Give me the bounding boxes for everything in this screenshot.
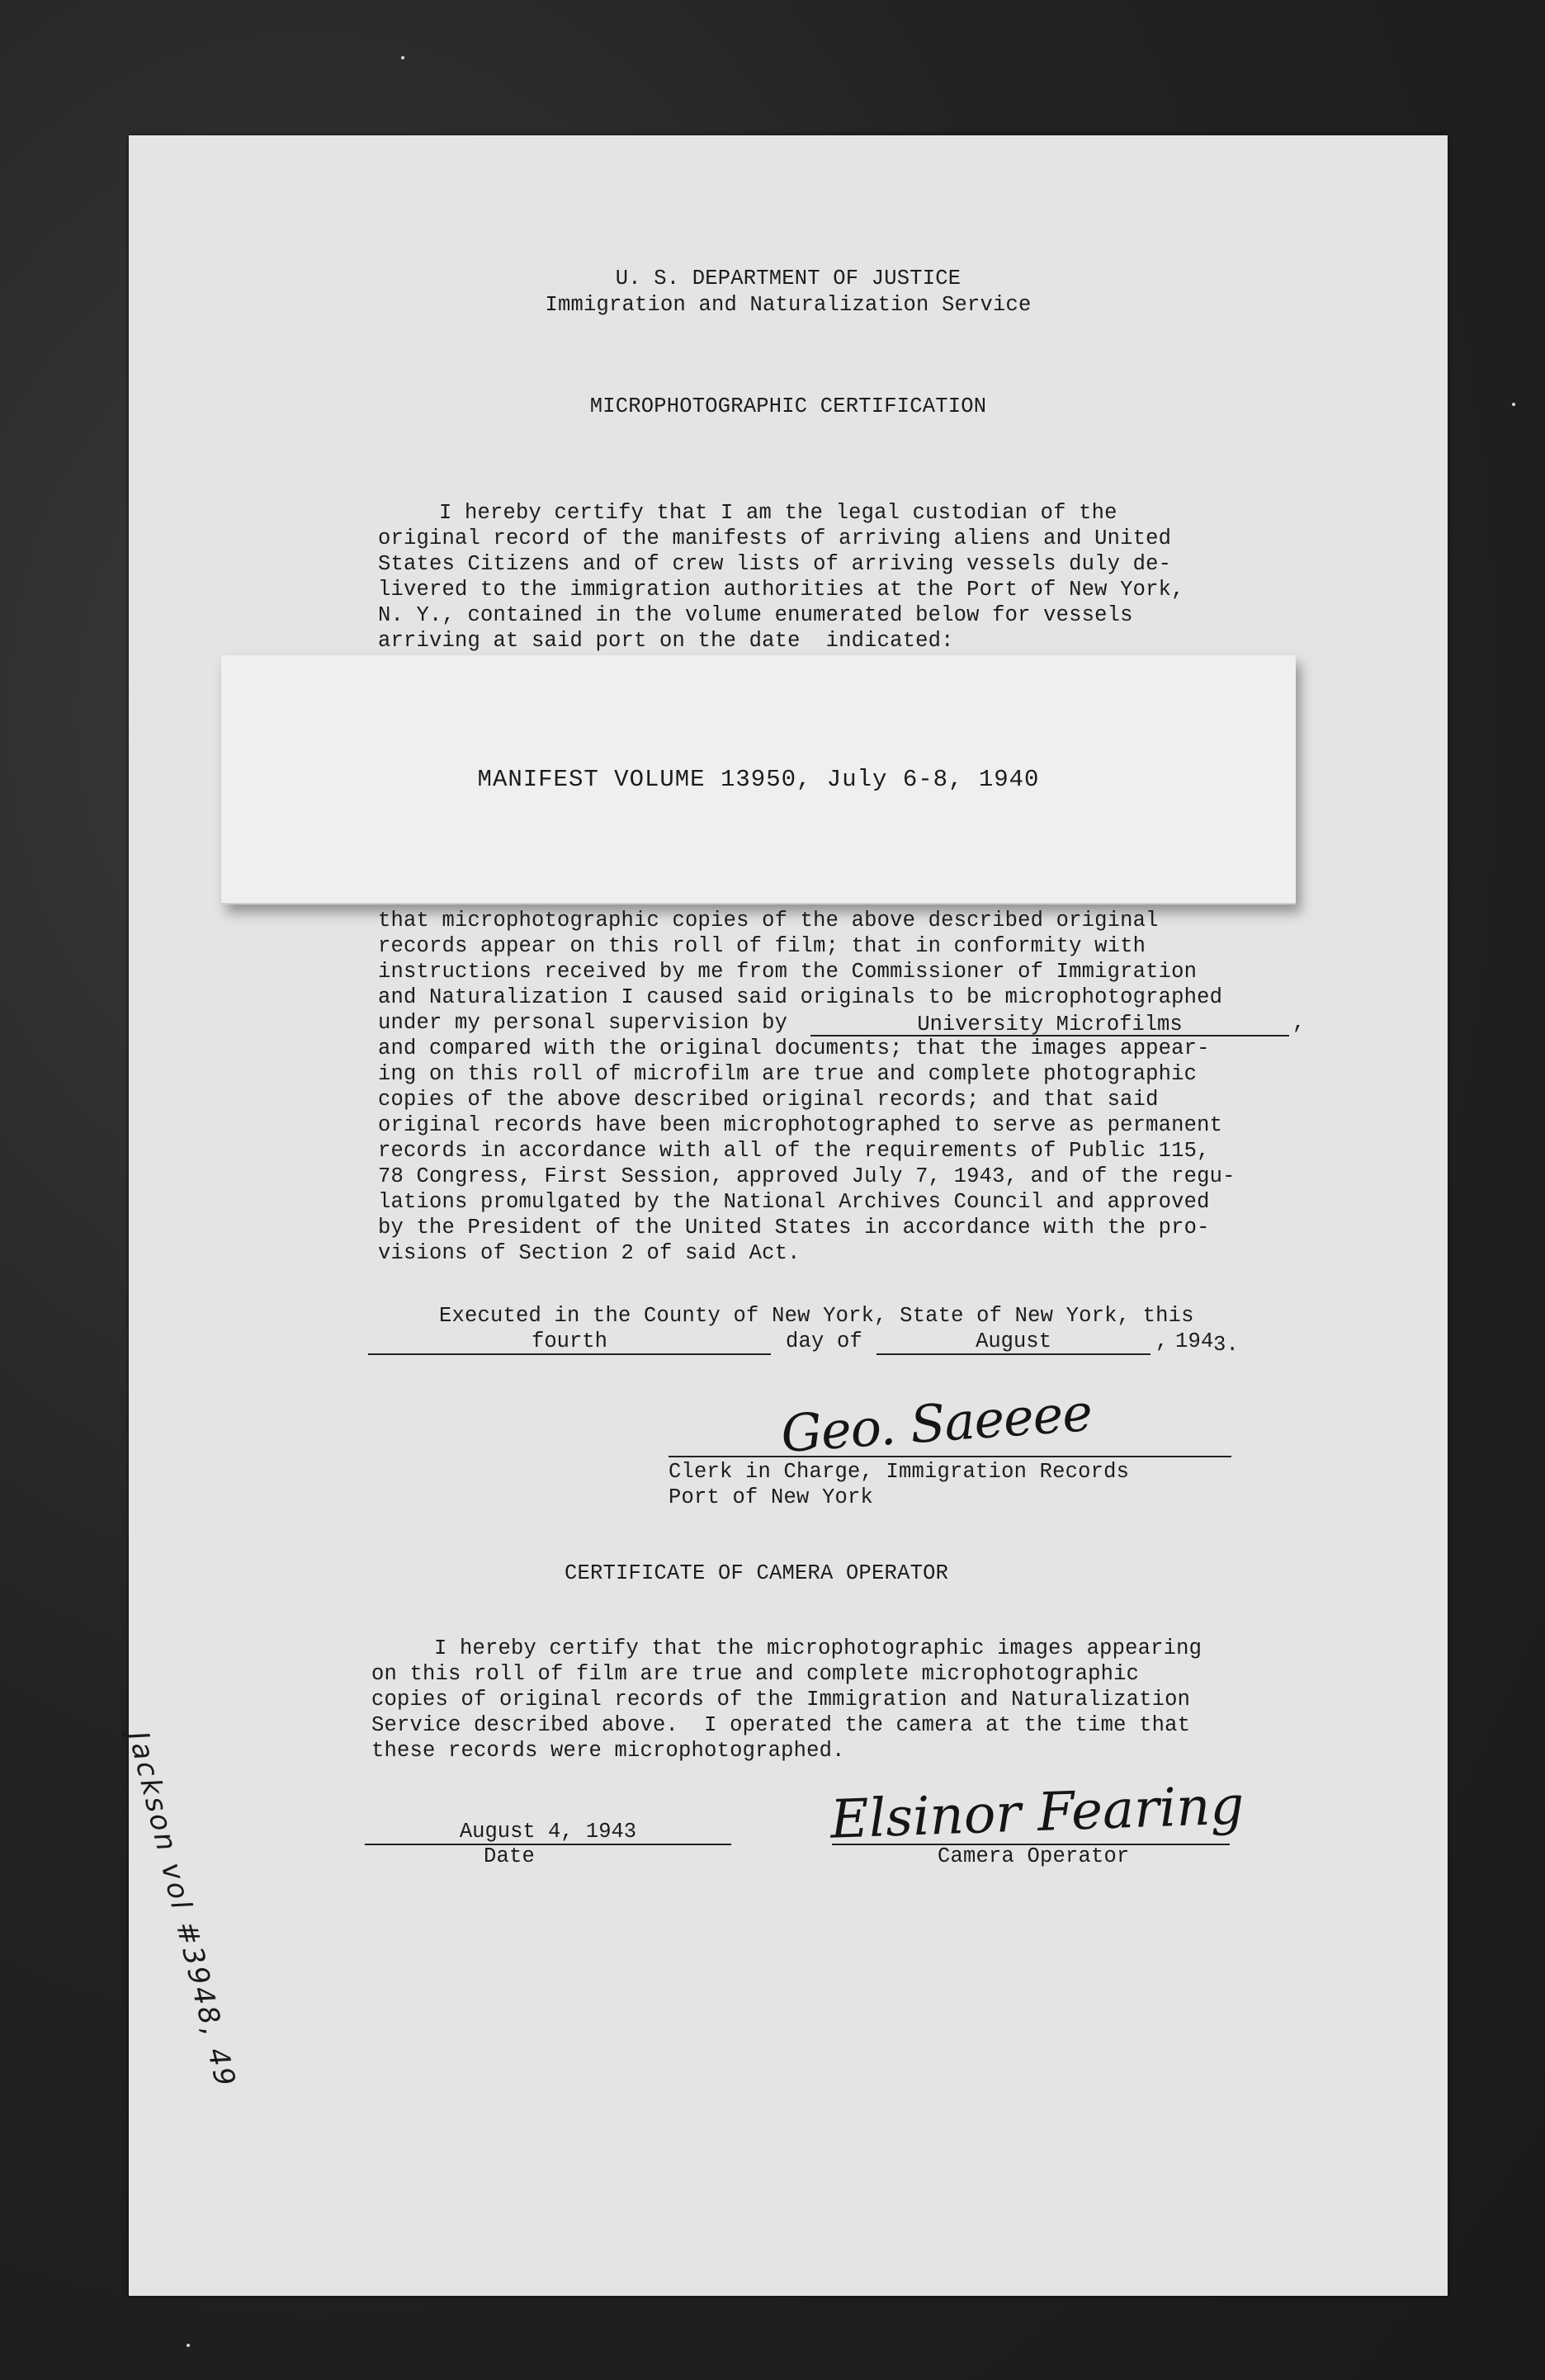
document-page [121, 135, 1448, 2296]
intro-line: arriving at said port on the date indicated: [378, 629, 954, 653]
operator-date-value: August 4, 1943 [459, 1820, 637, 1844]
operator-line: I hereby certify that the microphotographic images appearing [434, 1636, 1202, 1660]
dust-speck [1512, 403, 1515, 406]
operator-line: on this roll of film are true and complete microphotographic [371, 1662, 1140, 1686]
intro-line: livered to the immigration authorities at the Port of New York, [378, 578, 1184, 602]
intro-line: N. Y., contained in the volume enumerated below for vessels [378, 603, 1133, 627]
operator-section-title: CERTIFICATE OF CAMERA OPERATOR [565, 1561, 949, 1585]
operator-signature: Elsinor Fearing [829, 1775, 1245, 1851]
month-value: August [976, 1329, 1051, 1353]
body-line: under my personal supervision by [378, 1011, 788, 1035]
operator-line: copies of original records of the Immigration and Naturalization [371, 1688, 1191, 1712]
marginal-note: Jackson vol #3948, 49 [121, 1728, 243, 2092]
body-line: by the President of the United States in accordance with the pro- [378, 1216, 1210, 1240]
body-line: visions of Section 2 of said Act. [378, 1241, 801, 1265]
operator-line: these records were microphotographed. [371, 1739, 845, 1763]
date-label: Date [484, 1844, 536, 1868]
body-line: records appear on this roll of film; that in conformity with [378, 934, 1146, 958]
year-prefix: 194 [1175, 1329, 1214, 1353]
dust-speck [187, 2344, 190, 2347]
operator-label: Camera Operator [938, 1844, 1130, 1868]
supervisor-value: University Microfilms [917, 1013, 1183, 1037]
clerk-office: Port of New York [669, 1485, 874, 1509]
clerk-signature: Geo. Saeeee [778, 1381, 1094, 1465]
dust-speck [401, 56, 404, 59]
service-heading: Immigration and Naturalization Service [545, 293, 1032, 317]
day-value: fourth [532, 1329, 607, 1353]
comma: , [1292, 1011, 1306, 1035]
body-line: original records have been microphotographed to serve as permanent [378, 1113, 1223, 1137]
body-line: and Naturalization I caused said originals to be microphotographed [378, 985, 1223, 1009]
body-line: 78 Congress, First Session, approved July 7, 1943, and of the regu- [378, 1164, 1236, 1188]
comma: , [1155, 1329, 1169, 1353]
body-line: copies of the above described original records; and that said [378, 1088, 1159, 1112]
body-line: ing on this roll of microfilm are true and complete photographic [378, 1062, 1198, 1086]
body-line: and compared with the original documents; that the images appear- [378, 1037, 1210, 1060]
body-line: instructions received by me from the Commissioner of Immigration [378, 960, 1198, 984]
intro-line: States Citizens and of crew lists of arriving vessels duly de- [378, 552, 1172, 576]
body-line: records in accordance with all of the requirements of Public 115, [378, 1139, 1210, 1163]
operator-line: Service described above. I operated the camera at the time that [371, 1713, 1191, 1737]
year-suffix: 3. [1213, 1333, 1240, 1357]
date-line [365, 1844, 731, 1845]
intro-line: I hereby certify that I am the legal custodian of the [439, 501, 1117, 525]
clerk-signature-line [669, 1456, 1231, 1457]
body-line: that microphotographic copies of the above described original [378, 909, 1159, 933]
document-title: MICROPHOTOGRAPHIC CERTIFICATION [589, 394, 987, 418]
execution-line: Executed in the County of New York, State of New York, this [439, 1304, 1194, 1328]
clerk-title: Clerk in Charge, Immigration Records [669, 1460, 1130, 1484]
manifest-volume-strip [221, 655, 1296, 904]
day-of-label: day of [786, 1329, 863, 1353]
department-heading: U. S. DEPARTMENT OF JUSTICE [615, 267, 961, 290]
body-line: lations promulgated by the National Archives Council and approved [378, 1190, 1210, 1214]
manifest-volume-label: MANIFEST VOLUME 13950, July 6-8, 1940 [477, 766, 1040, 793]
intro-line: original record of the manifests of arriving aliens and United [378, 527, 1172, 550]
